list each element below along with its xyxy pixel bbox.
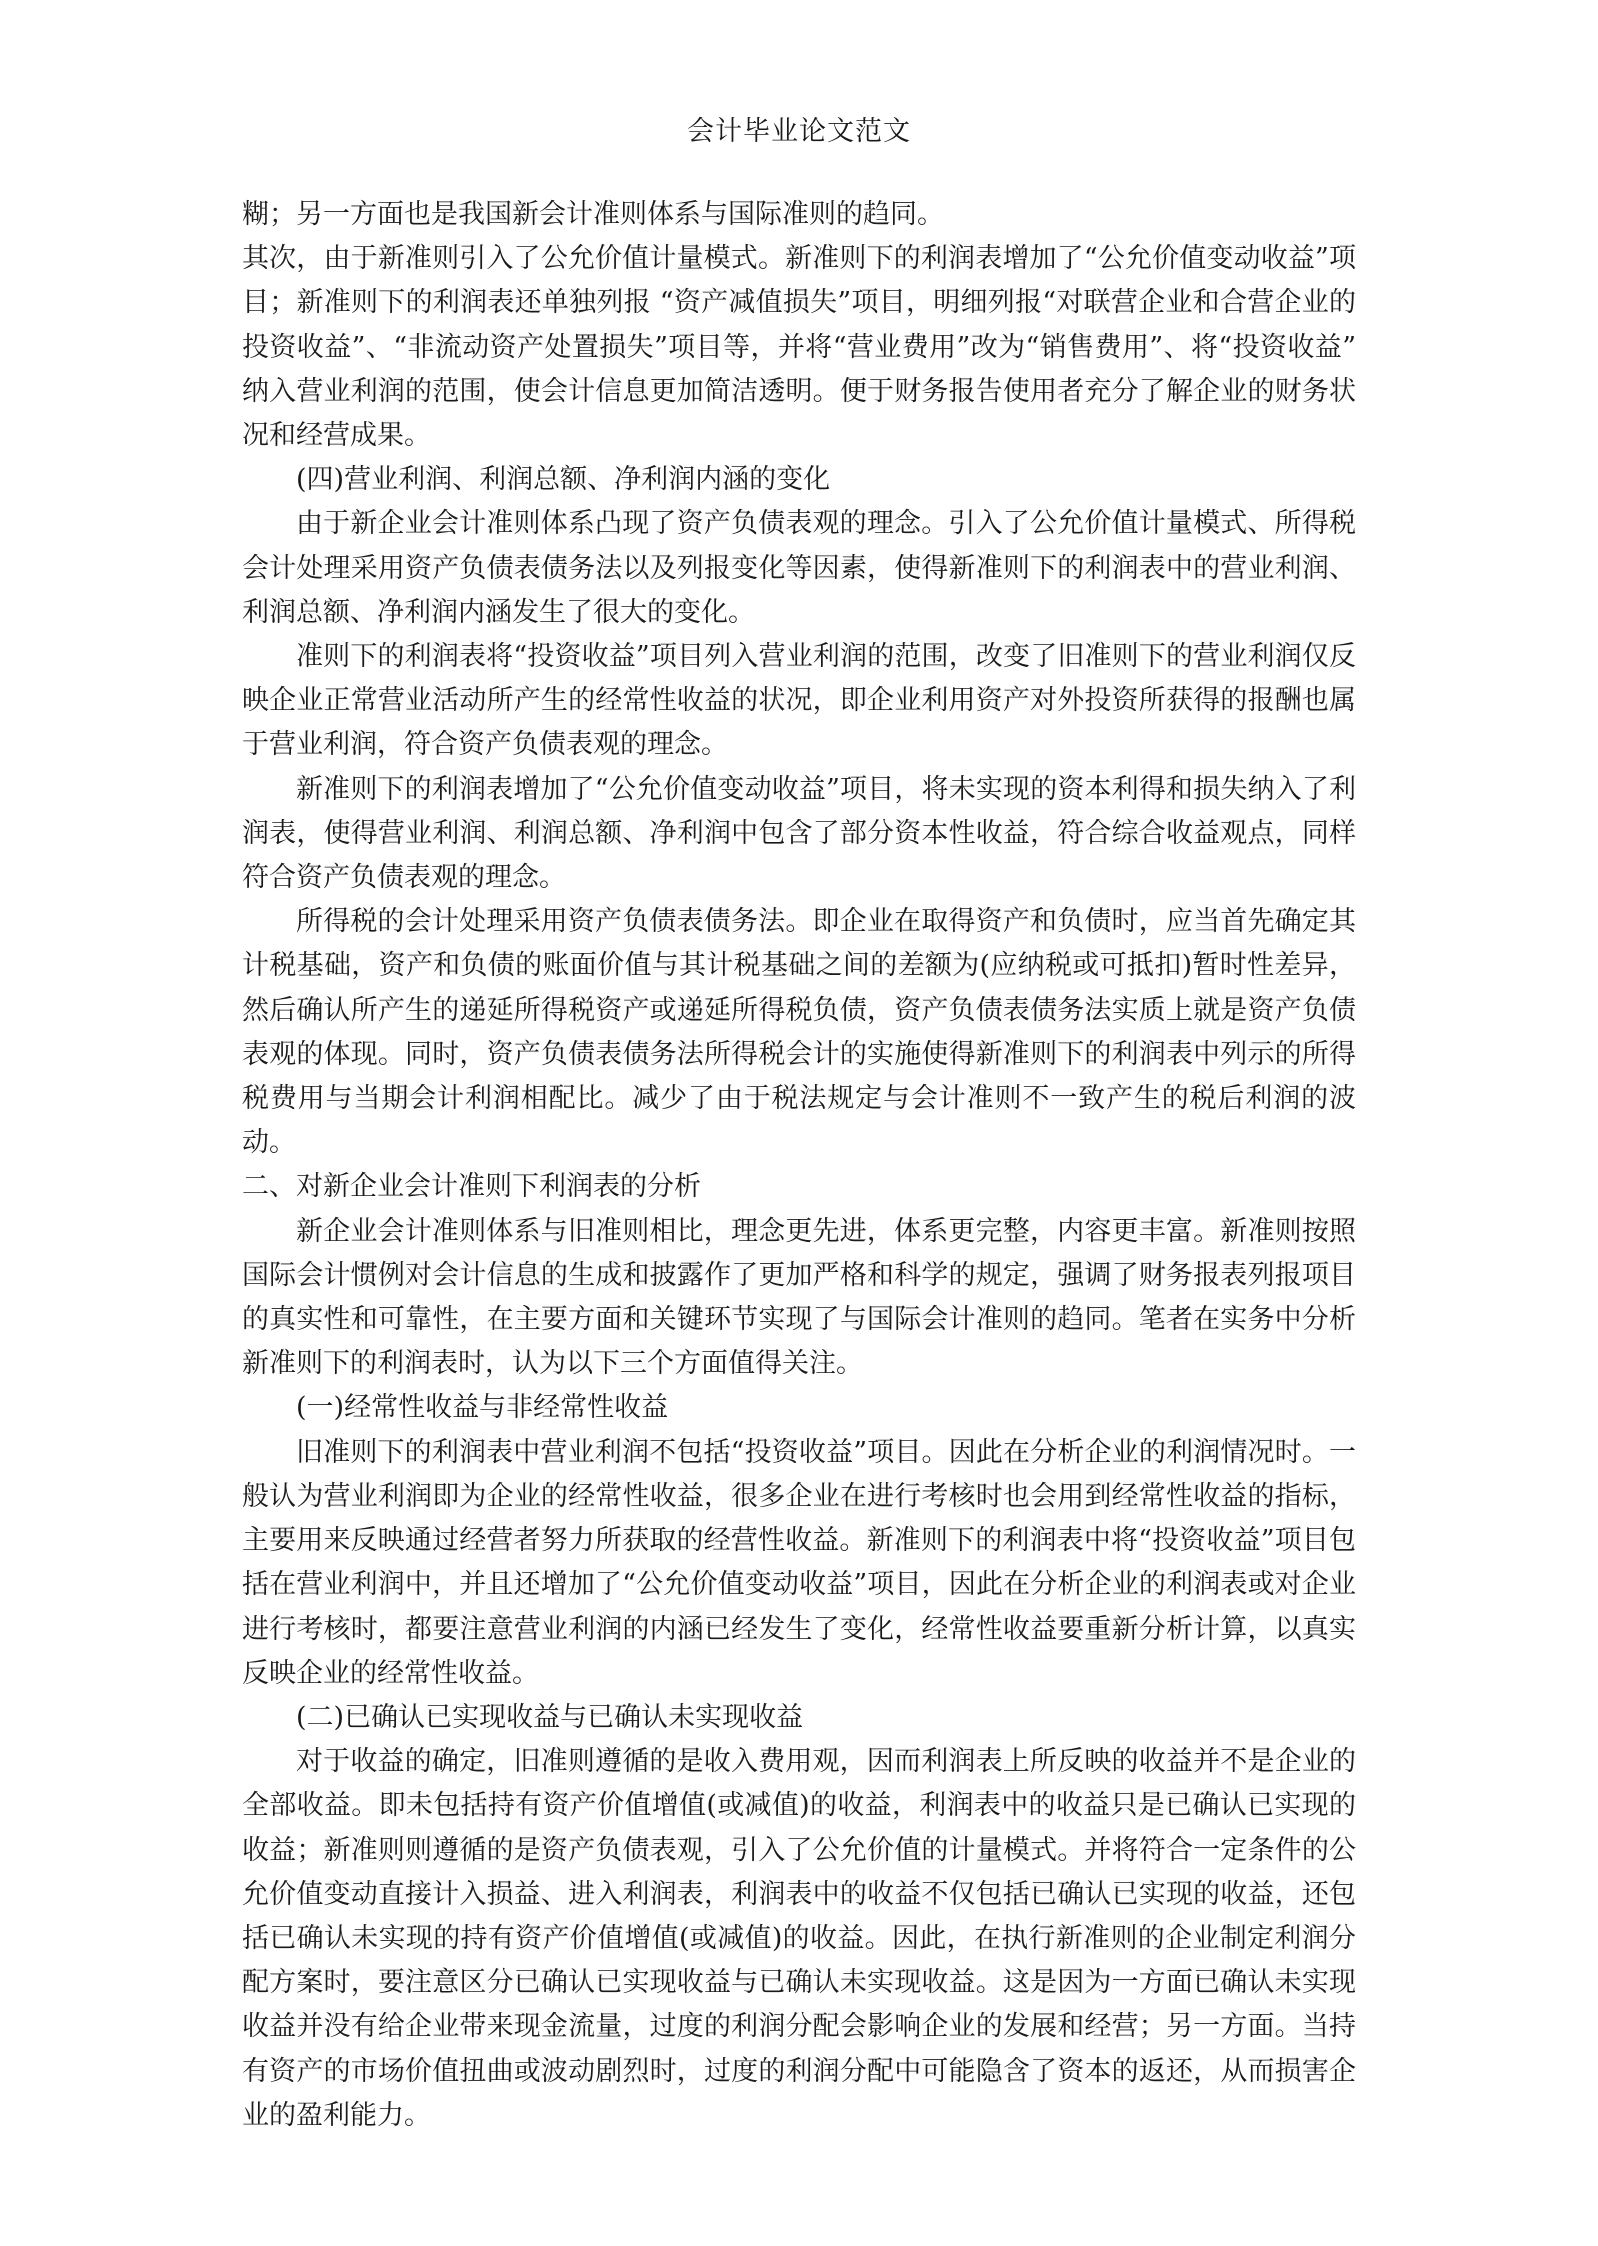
section-heading-2: 二、对新企业会计准则下利润表的分析 [242,1171,701,1203]
paragraph: 旧准则下的利润表中营业利润不包括“投资收益”项目。因此在分析企业的利润情况时。一般认为营业利润即为企业的经常性收益，很多企业在进行考核时也会用到经常性收益的指标，主要用来反映通过经营者努力所获取的经营性收益。新准则下的利润表中将“投资收益”项目包括在营业利润中，并且还增加了“公允价值变动收益”项目，因此在分析企业的利润表或对企业进行考核时，都要注意营业利润的内涵已经发生了变化，经常性收益要重新分析计算，以真实反映企业的经常性收益。 [242,1436,1356,1689]
section-heading-1: (一)经常性收益与非经常性收益 [296,1392,669,1424]
paragraph: 准则下的利润表将“投资收益”项目列入营业利润的范围，改变了旧准则下的营业利润仅反映企业正常营业活动所产生的经常性收益的状况，即企业利用资产对外投资所获得的报酬也属于营业利润，符合资产负债表观的理念。 [242,641,1356,761]
paragraph: 糊；另一方面也是我国新会计准则体系与国际准则的趋同。 [242,199,944,230]
section-heading-4: (四)营业利润、利润总额、净利润内涵的变化 [296,464,831,496]
paragraph: 其次，由于新准则引入了公允价值计量模式。新准则下的利润表增加了“公允价值变动收益”项目；新准则下的利润表还单独列报 “资产减值损失”项目，明细列报“对联营企业和合营企业的投资收益”、“非流动资产处置损失”项目等，并将“营业费用”改为“销售费用”、将“投资收益” 纳入营业利润的范围，使会计信息更加简洁透明。便于财务报告使用者充分了解企业的财务状况和经营成果。 [242,243,1356,452]
document-body [242,193,1356,2138]
paragraph: 新准则下的利润表增加了“公允价值变动收益”项目，将未实现的资本利得和损失纳入了利润表，使得营业利润、利润总额、净利润中包含了部分资本性收益，符合综合收益观点，同样符合资产负债表观的理念。 [242,773,1356,894]
section-heading-2-sub: (二)已确认已实现收益与已确认未实现收益 [296,1701,804,1733]
paragraph: 对于收益的确定，旧准则遵循的是收入费用观，因而利润表上所反映的收益并不是企业的全部收益。即未包括持有资产价值增值(或减值)的收益，利润表中的收益只是已确认已实现的收益；新准则则遵循的是资产负债表观，引入了公允价值的计量模式。并将符合一定条件的公允价值变动直接计入损益、进入利润表，利润表中的收益不仅包括已确认已实现的收益，还包括已确认未实现的持有资产价值增值(或减值)的收益。因此，在执行新准则的企业制定利润分配方案时，要注意区分已确认已实现收益与已确认未实现收益。这是因为一方面已确认未实现收益并没有给企业带来现金流量，过度的利润分配会影响企业的发展和经营；另一方面。当持有资产的市场价值扭曲或波动剧烈时，过度的利润分配中可能隐含了资本的返还，从而损害企业的盈利能力。 [242,1746,1356,2131]
paragraph: 新企业会计准则体系与旧准则相比，理念更先进，体系更完整，内容更丰富。新准则按照国际会计惯例对会计信息的生成和披露作了更加严格和科学的规定，强调了财务报表列报项目的真实性和可靠性，在主要方面和关键环节实现了与国际会计准则的趋同。笔者在实务中分析新准则下的利润表时，认为以下三个方面值得关注。 [242,1215,1356,1380]
paragraph: 由于新企业会计准则体系凸现了资产负债表观的理念。引入了公允价值计量模式、所得税会计处理采用资产负债表债务法以及列报变化等因素，使得新准则下的利润表中的营业利润、利润总额、净利润内涵发生了很大的变化。 [242,508,1356,628]
paragraph: 所得税的会计处理采用资产负债表债务法。即企业在取得资产和负债时，应当首先确定其计税基础，资产和负债的账面价值与其计税基础之间的差额为(应纳税或可抵扣)暂时性差异，然后确认所产生的递延所得税资产或递延所得税负债，资产负债表债务法实质上就是资产负债表观的体现。同时，资产负债表债务法所得税会计的实施使得新准则下的利润表中列示的所得税费用与当期会计利润相配比。减少了由于税法规定与会计准则不一致产生的税后利润的波动。 [242,906,1356,1159]
page-header: 会计毕业论文范文 [687,116,911,147]
